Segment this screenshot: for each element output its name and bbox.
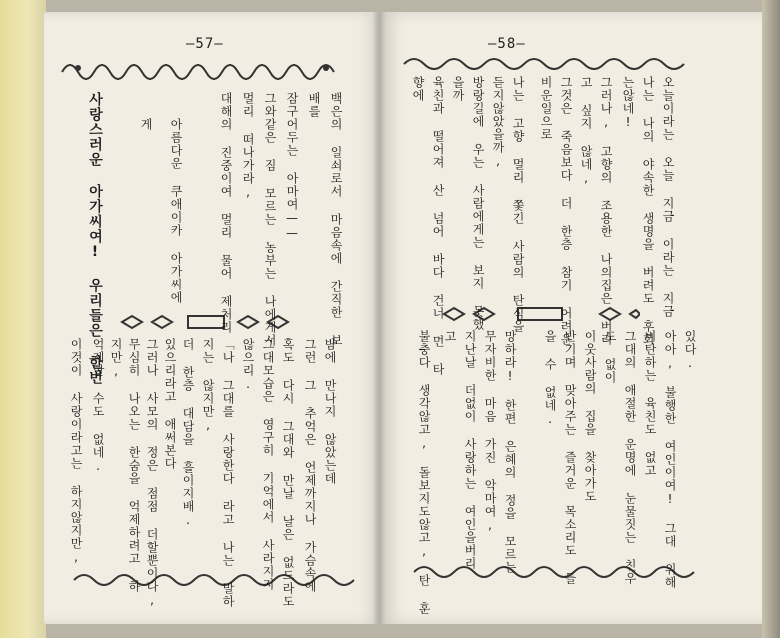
right-col-3: 는않네!	[621, 76, 635, 130]
top-ornament-right	[400, 52, 690, 74]
bottom-ornament-right	[410, 560, 700, 582]
right-col-10: 방랑길에 우는 사람에게는 보지 못했	[471, 76, 485, 331]
right-col-13: 향에	[411, 76, 425, 102]
right-col-7: 비운일으로	[539, 76, 553, 141]
left-col-4: 그와같은 짐 모르는 농부는 나에게서	[263, 92, 277, 347]
right-col-12: 육친과 떨어져 산 넘어 바다 건너 먼 타	[431, 76, 445, 376]
right-col-9: 듣지않았을까,	[491, 76, 505, 169]
left-col-2: 배를	[307, 92, 321, 118]
right-col-8: 나는 고향 멀리 쫓긴 사람의 탄식을	[511, 76, 525, 333]
right-col-26: 불충다 생각않고, 돌보지도않고, 탄 훈	[417, 330, 431, 615]
page-edge-left	[0, 0, 46, 638]
left-col-8: 게	[139, 118, 153, 131]
right-col-6: 그것은 죽음보다 더 한층 참기 어려운	[559, 76, 573, 346]
right-col-21: 을 수 없네.	[543, 330, 557, 427]
left-col-19: 그러나 사모의 정은 점점 더할뿐이다,	[145, 338, 159, 608]
left-col-3: 잠구어두는 아마여——	[285, 92, 299, 241]
right-col-24: 지난날 더없이 사랑하는 여인을버리	[463, 330, 477, 570]
right-col-1: 오늘이라는 오늘 지금 이라는 지금	[661, 76, 675, 318]
right-col-25: 고	[443, 330, 457, 343]
page-edge-right	[762, 0, 780, 638]
left-col-15: 「나 그대를 사랑한다 라고 나는 말하	[221, 338, 235, 608]
left-col-14: 않으리.	[241, 338, 255, 392]
right-col-16: 비탄하는 육친도 없고	[643, 330, 657, 477]
right-col-20: 반기며 맞아주는 즐거운 목소리도 들	[563, 330, 577, 585]
left-col-9: 사랑스러운 아가씨여! 우리들은 한번	[87, 92, 103, 385]
left-col-10: 밤에 만나지 않았는데	[323, 338, 337, 485]
right-col-5: 고 싶지 않네,	[579, 76, 593, 186]
left-col-11: 그런 그 추억은 언제까지나 가슴속에	[303, 338, 317, 593]
left-col-7: 아름다운 쿠애이카 아가씨에	[169, 118, 183, 304]
left-col-20: 무심히 나오는 한숨을 억제하려고 하	[127, 338, 141, 593]
right-col-22: 망하라! 한편 은혜의 정을 모르는	[503, 330, 517, 574]
left-col-16: 지는 않지만,	[201, 338, 215, 433]
left-col-21: 지만,	[109, 338, 123, 379]
right-col-14: 있다.	[683, 330, 697, 371]
left-page-number: —57—	[186, 36, 224, 52]
left-col-5: 멀리 떠나가라,	[241, 92, 255, 200]
right-col-19: 이웃사람의 집을 찾아가도	[583, 330, 597, 503]
right-col-23: 무자비한 마음 가진 악마여,	[483, 330, 497, 533]
right-col-11: 을까	[451, 76, 465, 102]
left-col-17: 더 한층 대담을 흘이지배.	[181, 338, 195, 528]
left-col-18: 있으리라고 애써본다	[163, 338, 177, 470]
top-ornament-left	[58, 54, 346, 84]
book-gutter	[372, 12, 386, 624]
right-col-18: 도 없이	[603, 330, 617, 384]
left-col-13: 그대모습은 영구히 기억에서 사라지지	[261, 338, 275, 591]
right-col-15: 아아, 불행한 여인이여! 그대 위해	[663, 330, 677, 589]
left-col-6: 대해의 진중이여 멀리 물어 제처리	[219, 92, 233, 334]
right-col-2: 나는 나의 야속한 생명을 버려도 후회	[641, 76, 655, 346]
right-col-4: 그러나, 고향의 조용한 나의집은 버리	[599, 76, 613, 346]
right-col-17: 그대의 애절한 운명에 눈물짓는 친우	[623, 330, 637, 585]
right-page-number: —58—	[488, 36, 526, 52]
left-col-1: 백은의 일쇠로서 마음속에 간직한 보	[329, 92, 343, 347]
left-col-12: 혹도 다시 그대와 만날 날은 없드라도	[281, 338, 295, 608]
left-col-22: 억제할 수도 없네.	[91, 338, 105, 474]
left-col-23: 이것이 사랑이라고는 하지않지만,	[69, 338, 83, 565]
